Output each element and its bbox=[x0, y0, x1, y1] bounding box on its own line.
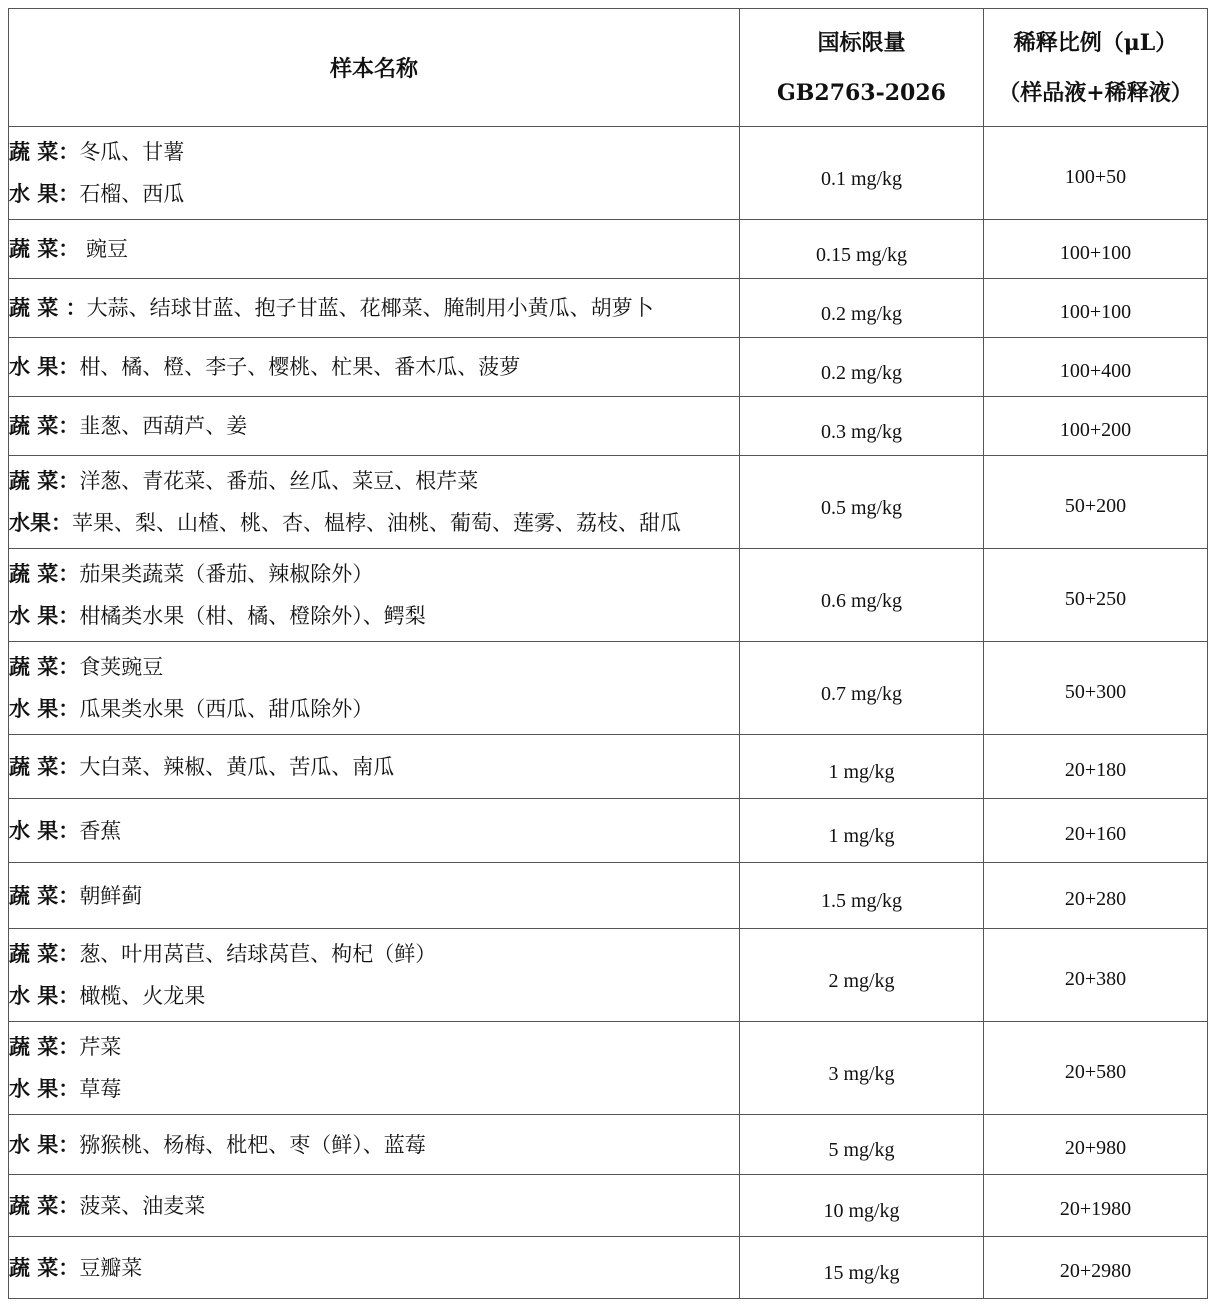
sample-line bbox=[9, 811, 739, 851]
ratio-cell bbox=[984, 456, 1208, 549]
ratio-value: 20+2980 bbox=[1059, 1260, 1132, 1282]
category-label: 蔬 菜： bbox=[9, 654, 80, 679]
sample-line bbox=[9, 876, 739, 916]
ratio-value: 100+400 bbox=[1059, 359, 1132, 382]
ratio-cell bbox=[984, 338, 1208, 397]
sample-name-cell bbox=[9, 642, 740, 735]
category-label: 蔬 菜： bbox=[9, 561, 80, 586]
sample-line bbox=[9, 933, 739, 975]
sample-line bbox=[9, 173, 739, 215]
ratio-value: 50+300 bbox=[1064, 680, 1127, 703]
category-label: 水 果： bbox=[9, 603, 80, 628]
limit-value: 1.5 mg/kg bbox=[820, 890, 903, 912]
sample-items: 韭葱、西葫芦、姜 bbox=[79, 414, 248, 438]
table-row bbox=[9, 642, 1208, 735]
limit-value: 1 mg/kg bbox=[828, 825, 895, 847]
header-ratio-line2: （样品液+稀释液） bbox=[998, 79, 1193, 106]
sample-name-cell bbox=[9, 1115, 740, 1175]
sample-line bbox=[9, 502, 739, 544]
limit-value: 1 mg/kg bbox=[828, 761, 895, 783]
sample-items: 菠菜、油麦菜 bbox=[79, 1193, 206, 1218]
ratio-cell bbox=[984, 279, 1208, 338]
sample-line bbox=[9, 975, 739, 1017]
header-row bbox=[9, 9, 1208, 127]
table-row bbox=[9, 799, 1208, 863]
category-label: 蔬 菜： bbox=[9, 1254, 80, 1280]
sample-items: 大白菜、辣椒、黄瓜、苦瓜、南瓜 bbox=[79, 754, 395, 779]
ratio-cell bbox=[984, 735, 1208, 799]
sample-items: 石榴、西瓜 bbox=[79, 182, 185, 206]
sample-items: 大蒜、结球甘蓝、抱子甘蓝、花椰菜、腌制用小黄瓜、胡萝卜 bbox=[86, 296, 654, 320]
sample-line bbox=[9, 460, 739, 502]
limit-value: 0.2 mg/kg bbox=[820, 361, 903, 384]
ratio-value: 100+100 bbox=[1059, 300, 1132, 323]
ratio-cell bbox=[984, 929, 1208, 1022]
ratio-value: 20+1980 bbox=[1059, 1198, 1132, 1220]
sample-line bbox=[9, 406, 739, 446]
limit-value: 0.3 mg/kg bbox=[820, 420, 903, 443]
sample-name-cell bbox=[9, 456, 740, 549]
category-label: 蔬 菜： bbox=[9, 941, 80, 966]
category-label: 蔬 菜 ： bbox=[9, 295, 87, 320]
category-label: 蔬 菜： bbox=[9, 1192, 80, 1218]
sample-name-cell bbox=[9, 127, 740, 220]
limit-cell bbox=[740, 1175, 984, 1237]
category-label: 水 果： bbox=[9, 1076, 80, 1101]
sample-items: 芹菜 bbox=[79, 1035, 122, 1059]
sample-line bbox=[9, 1026, 739, 1068]
sample-name-cell bbox=[9, 929, 740, 1022]
table-row bbox=[9, 929, 1208, 1022]
limit-cell bbox=[740, 338, 984, 397]
sample-name-cell bbox=[9, 863, 740, 929]
ratio-value: 50+250 bbox=[1064, 587, 1127, 610]
ratio-value: 20+980 bbox=[1064, 1137, 1127, 1159]
sample-line bbox=[9, 1186, 739, 1226]
limit-value: 5 mg/kg bbox=[828, 1139, 895, 1161]
ratio-value: 20+380 bbox=[1064, 967, 1127, 990]
sample-items: 柑、橘、橙、李子、樱桃、杧果、番木瓜、菠萝 bbox=[79, 355, 521, 379]
limit-value: 15 mg/kg bbox=[823, 1262, 900, 1284]
table-row bbox=[9, 1175, 1208, 1237]
ratio-value: 20+180 bbox=[1064, 759, 1127, 781]
category-label: 蔬 菜： bbox=[9, 139, 80, 164]
limit-cell bbox=[740, 220, 984, 279]
ratio-cell bbox=[984, 799, 1208, 863]
category-label: 水果： bbox=[9, 510, 72, 535]
ratio-cell bbox=[984, 1237, 1208, 1299]
header-sample-name: 样本名称 bbox=[9, 9, 740, 127]
sample-name-cell bbox=[9, 735, 740, 799]
sample-line bbox=[9, 747, 739, 787]
limit-cell bbox=[740, 1022, 984, 1115]
table-row bbox=[9, 1237, 1208, 1299]
table-row bbox=[9, 456, 1208, 549]
category-label: 蔬 菜： bbox=[9, 882, 80, 908]
table-row bbox=[9, 397, 1208, 456]
limit-cell bbox=[740, 279, 984, 338]
sample-items: 洋葱、青花菜、番茄、丝瓜、菜豆、根芹菜 bbox=[79, 469, 479, 493]
ratio-cell bbox=[984, 397, 1208, 456]
limit-value: 2 mg/kg bbox=[828, 969, 895, 992]
sample-items: 猕猴桃、杨梅、枇杷、枣（鲜）、蓝莓 bbox=[79, 1132, 426, 1157]
sample-line bbox=[9, 553, 739, 595]
limit-cell bbox=[740, 929, 984, 1022]
category-label: 蔬 菜： bbox=[9, 413, 80, 438]
ratio-cell bbox=[984, 220, 1208, 279]
limit-value: 10 mg/kg bbox=[823, 1200, 900, 1222]
sample-items: 瓜果类水果（西瓜、甜瓜除外） bbox=[79, 697, 374, 721]
limit-value: 0.7 mg/kg bbox=[820, 682, 903, 705]
table-row bbox=[9, 735, 1208, 799]
sample-line bbox=[9, 688, 739, 730]
table-row bbox=[9, 1115, 1208, 1175]
sample-items: 冬瓜、甘薯 bbox=[79, 140, 185, 164]
sample-items: 茄果类蔬菜（番茄、辣椒除外） bbox=[79, 562, 374, 586]
category-label: 蔬 菜： bbox=[9, 468, 80, 493]
sample-line bbox=[9, 288, 739, 328]
category-label: 水 果： bbox=[9, 696, 80, 721]
sample-items: 橄榄、火龙果 bbox=[79, 984, 206, 1008]
category-label: 水 果： bbox=[9, 1131, 80, 1157]
sample-name-cell bbox=[9, 549, 740, 642]
sample-items: 柑橘类水果（柑、橘、橙除外）、鳄梨 bbox=[79, 604, 426, 628]
ratio-cell bbox=[984, 1022, 1208, 1115]
table-row bbox=[9, 338, 1208, 397]
table-row bbox=[9, 220, 1208, 279]
sample-items: 苹果、梨、山楂、桃、杏、榅桲、油桃、葡萄、莲雾、荔枝、甜瓜 bbox=[72, 511, 681, 535]
category-label: 蔬 菜： bbox=[9, 1034, 80, 1059]
limit-cell bbox=[740, 863, 984, 929]
limit-value: 0.1 mg/kg bbox=[820, 167, 903, 190]
sample-name-cell bbox=[9, 279, 740, 338]
limit-cell bbox=[740, 642, 984, 735]
sample-name-cell bbox=[9, 799, 740, 863]
header-ratio bbox=[984, 9, 1208, 127]
limit-value: 0.2 mg/kg bbox=[820, 302, 903, 325]
limit-cell bbox=[740, 397, 984, 456]
sample-name-cell bbox=[9, 220, 740, 279]
table-row bbox=[9, 863, 1208, 929]
category-label: 蔬 菜： bbox=[9, 753, 80, 779]
ratio-value: 100+200 bbox=[1059, 418, 1132, 441]
ratio-cell bbox=[984, 1115, 1208, 1175]
ratio-cell bbox=[984, 642, 1208, 735]
limit-cell bbox=[740, 456, 984, 549]
sample-line bbox=[9, 1248, 739, 1288]
limit-cell bbox=[740, 799, 984, 863]
sample-items: 豌豆 bbox=[79, 237, 128, 261]
sample-items: 食荚豌豆 bbox=[79, 655, 164, 679]
dilution-table bbox=[8, 8, 1208, 1299]
sample-line bbox=[9, 131, 739, 173]
category-label: 水 果： bbox=[9, 354, 80, 379]
sample-items: 朝鲜蓟 bbox=[79, 883, 143, 908]
sample-items: 香蕉 bbox=[79, 818, 122, 843]
header-ratio-line1: 稀释比例（μL） bbox=[1013, 29, 1178, 56]
header-limit-line2: GB2763-2026 bbox=[777, 79, 946, 106]
limit-cell bbox=[740, 735, 984, 799]
table-body bbox=[9, 127, 1208, 1299]
limit-cell bbox=[740, 549, 984, 642]
sample-name-cell bbox=[9, 1237, 740, 1299]
limit-value: 0.15 mg/kg bbox=[815, 243, 908, 266]
ratio-value: 50+200 bbox=[1064, 494, 1127, 517]
ratio-cell bbox=[984, 1175, 1208, 1237]
ratio-cell bbox=[984, 549, 1208, 642]
sample-line bbox=[9, 1125, 739, 1165]
ratio-value: 20+280 bbox=[1064, 888, 1127, 910]
ratio-value: 100+100 bbox=[1059, 241, 1132, 264]
ratio-value: 100+50 bbox=[1064, 165, 1127, 188]
sample-line bbox=[9, 229, 739, 269]
sample-line bbox=[9, 347, 739, 387]
sample-items: 豆瓣菜 bbox=[79, 1255, 143, 1280]
ratio-cell bbox=[984, 863, 1208, 929]
header-limit-line1: 国标限量 bbox=[817, 29, 906, 56]
limit-value: 0.5 mg/kg bbox=[820, 496, 903, 519]
sample-name-cell bbox=[9, 397, 740, 456]
sample-name-cell bbox=[9, 338, 740, 397]
sample-line bbox=[9, 646, 739, 688]
limit-cell bbox=[740, 127, 984, 220]
table-row bbox=[9, 1022, 1208, 1115]
ratio-cell bbox=[984, 127, 1208, 220]
limit-cell bbox=[740, 1115, 984, 1175]
limit-value: 3 mg/kg bbox=[828, 1062, 895, 1085]
sample-line bbox=[9, 595, 739, 637]
sample-name-cell bbox=[9, 1175, 740, 1237]
limit-cell bbox=[740, 1237, 984, 1299]
category-label: 蔬 菜： bbox=[9, 236, 80, 261]
ratio-value: 20+160 bbox=[1064, 823, 1127, 845]
sample-line bbox=[9, 1068, 739, 1110]
table-row bbox=[9, 127, 1208, 220]
sample-items: 草莓 bbox=[79, 1077, 122, 1101]
ratio-value: 20+580 bbox=[1064, 1060, 1127, 1083]
category-label: 水 果： bbox=[9, 983, 80, 1008]
category-label: 水 果： bbox=[9, 817, 80, 843]
limit-value: 0.6 mg/kg bbox=[820, 589, 903, 612]
table-row bbox=[9, 279, 1208, 338]
header-limit bbox=[740, 9, 984, 127]
sample-name-cell bbox=[9, 1022, 740, 1115]
category-label: 水 果： bbox=[9, 181, 80, 206]
sample-items: 葱、叶用莴苣、结球莴苣、枸杞（鲜） bbox=[79, 942, 437, 966]
table-row bbox=[9, 549, 1208, 642]
